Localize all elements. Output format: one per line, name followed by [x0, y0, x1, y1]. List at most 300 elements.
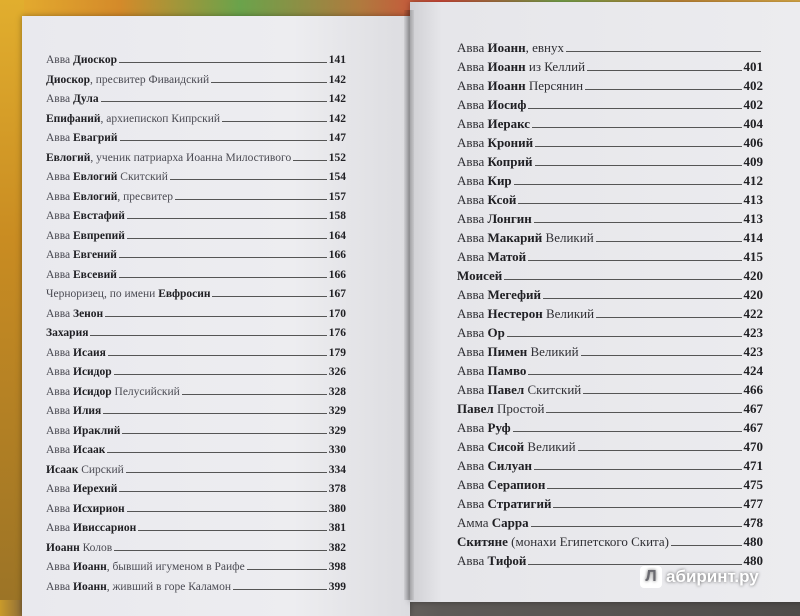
toc-entry-name: Иерехий [73, 483, 118, 495]
toc-entry-prefix: Авва [46, 502, 73, 515]
toc-entry-name: Иоанн [46, 541, 80, 554]
toc-entry-name: Евфросин [158, 288, 211, 300]
toc-entry-suffix: Великий [542, 230, 594, 245]
toc-entry-prefix: Авва [46, 54, 73, 66]
toc-leader-line [671, 545, 742, 546]
toc-page-number: 467 [743, 420, 763, 435]
toc-entry-name: Макарий [487, 230, 543, 245]
toc-entry-name: Евагрий [73, 132, 118, 144]
toc-entry [46, 503, 346, 523]
toc-entry-prefix: Авва [457, 458, 488, 473]
toc-leader-line [534, 222, 742, 223]
toc-entry [46, 581, 346, 601]
toc-leader-line [528, 260, 741, 261]
toc-leader-line [532, 127, 741, 128]
toc-page-number: 401 [743, 59, 763, 74]
toc-entry [46, 93, 346, 113]
toc-entry-prefix: Авва [46, 190, 73, 203]
toc-page-number: 414 [743, 230, 763, 245]
toc-entry [46, 269, 346, 289]
toc-entry [457, 40, 763, 59]
toc-entry [46, 366, 346, 386]
toc-leader-line [585, 89, 741, 90]
toc-entry-suffix: Скитский [524, 382, 582, 397]
toc-entry-title [46, 405, 101, 417]
toc-entry-title [46, 327, 88, 339]
toc-entry-suffix: , бывший игуменом в Раифе [106, 561, 245, 573]
toc-entry-title [46, 210, 125, 222]
toc-entry [46, 542, 346, 562]
toc-page-number: 423 [743, 344, 763, 359]
toc-entry-title [46, 288, 210, 300]
toc-entry [46, 444, 346, 464]
toc-entry-name: Ивиссарион [73, 522, 137, 534]
toc-page-number: 142 [328, 93, 346, 105]
toc-entry-title [46, 132, 118, 144]
toc-entry-name: Диоскор [73, 54, 118, 66]
toc-entry-prefix: Авва [457, 154, 488, 169]
toc-leader-line [233, 589, 327, 590]
labirint-watermark [640, 564, 759, 590]
toc-page-number: 399 [328, 580, 346, 593]
toc-entry-prefix: Авва [46, 229, 73, 242]
toc-entry-title [457, 230, 594, 246]
toc-page-number: 480 [743, 553, 763, 568]
toc-entry-prefix: Авва [46, 366, 73, 378]
toc-entry-name: Пимен [487, 344, 528, 359]
toc-entry-suffix: , пресвитер [117, 190, 174, 203]
toc-page-number: 466 [743, 382, 763, 397]
toc-entry-suffix: Великий [542, 306, 595, 321]
toc-entry-title [457, 420, 511, 436]
toc-entry [457, 192, 763, 211]
toc-page-number: 334 [328, 463, 346, 476]
toc-page-number: 423 [743, 325, 763, 340]
toc-page-number: 157 [328, 190, 346, 203]
toc-leader-line [293, 160, 327, 161]
toc-entry-name: Исаак [46, 463, 79, 476]
toc-entry [46, 288, 346, 308]
toc-entry-name: Евлогий [73, 171, 118, 183]
toc-page-number: 398 [328, 561, 346, 573]
toc-entry-prefix: Авва [457, 230, 488, 245]
toc-entry-name: Исхирион [73, 502, 125, 515]
toc-leader-line [127, 218, 327, 219]
toc-page-number: 326 [328, 366, 346, 378]
toc-entry [457, 382, 763, 401]
toc-page-number: 467 [743, 401, 763, 416]
toc-entry-prefix: Авва [46, 93, 73, 105]
toc-entry-name: Коприй [487, 154, 533, 169]
toc-entry-title [457, 211, 532, 227]
toc-page-number: 415 [743, 249, 763, 264]
toc-entry-title [46, 171, 168, 183]
toc-leader-line [596, 317, 741, 318]
toc-entry-prefix: Авва [457, 97, 488, 112]
toc-entry-prefix: Авва [457, 553, 488, 568]
toc-entry-prefix: Черноризец, по имени [46, 288, 159, 300]
toc-entry-name: Евпрепий [73, 229, 125, 242]
toc-entry-name: Кир [487, 173, 512, 188]
toc-leader-line [514, 184, 742, 185]
toc-page-number: 158 [328, 210, 346, 222]
toc-entry-name: Иоанн [487, 78, 526, 93]
toc-leader-line [507, 336, 742, 337]
toc-entry-title [457, 116, 530, 132]
toc-entry-title [457, 249, 526, 265]
toc-entry-title [46, 74, 209, 86]
toc-entry-title [46, 464, 124, 476]
toc-entry-prefix: Амма [457, 515, 492, 530]
toc-entry [46, 249, 346, 269]
toc-entry [457, 249, 763, 268]
toc-entry-title [457, 59, 585, 75]
toc-page-number: 402 [743, 97, 763, 112]
toc-page-number: 413 [743, 211, 763, 226]
toc-page-number: 478 [743, 515, 763, 530]
toc-entry [457, 420, 763, 439]
toc-entry [457, 268, 763, 287]
toc-entry-prefix: Авва [46, 210, 73, 222]
toc-leader-line [247, 569, 327, 570]
toc-page-number: 402 [743, 78, 763, 93]
watermark-text: абиринт.ру [666, 567, 759, 586]
toc-entry-name: Евлогий [46, 151, 91, 164]
toc-leader-line [553, 507, 741, 508]
toc-entry-suffix: из Келлий [525, 59, 586, 74]
toc-entry-prefix: Авва [46, 483, 73, 495]
toc-entry-suffix: Сирский [78, 463, 124, 476]
toc-page-number: 166 [328, 268, 346, 281]
toc-leader-line [518, 203, 741, 204]
toc-entry-suffix: , живший в горе Каламон [106, 580, 231, 593]
toc-entry-prefix: Авва [457, 116, 488, 131]
toc-entry-suffix: Великий [527, 344, 579, 359]
toc-entry-suffix: , евнух [525, 40, 564, 55]
toc-leader-line [546, 412, 741, 413]
toc-leader-line [596, 241, 742, 242]
toc-entry-prefix: Авва [46, 405, 73, 417]
toc-leader-line [222, 121, 327, 122]
toc-entry-title [457, 382, 581, 398]
toc-entry-prefix: Авва [46, 424, 73, 437]
toc-entry-title [457, 496, 551, 512]
toc-entry-suffix: Великий [524, 439, 576, 454]
toc-leader-line [127, 511, 327, 512]
toc-entry [457, 230, 763, 249]
toc-leader-line [587, 70, 741, 71]
toc-page-number: 179 [328, 346, 346, 359]
toc-entry-prefix: Авва [457, 325, 488, 340]
toc-leader-line [531, 526, 742, 527]
toc-entry-name: Захария [46, 327, 89, 339]
toc-entry-name: Иеракс [487, 116, 531, 131]
toc-entry-title [457, 173, 512, 189]
toc-entry-title [46, 503, 125, 515]
toc-entry-prefix: Авва [46, 268, 73, 281]
toc-leader-line [528, 108, 741, 109]
toc-entry-title [46, 561, 245, 573]
toc-entry-name: Серапион [487, 477, 546, 492]
toc-entry-title [46, 581, 231, 593]
toc-entry [457, 97, 763, 116]
toc-entry-title [457, 363, 526, 379]
toc-page-number: 470 [743, 439, 763, 454]
toc-entry-name: Ксой [487, 192, 517, 207]
toc-leader-line [528, 374, 741, 375]
toc-page-number: 166 [328, 249, 346, 261]
toc-entry-prefix: Авва [457, 40, 488, 55]
toc-leader-line [107, 452, 326, 453]
toc-entry-prefix: Авва [457, 344, 488, 359]
toc-entry-name: Сисой [487, 439, 525, 454]
toc-page-number: 471 [743, 458, 763, 473]
toc-entry-title [46, 191, 173, 203]
toc-entry-title [457, 97, 526, 113]
toc-entry-name: Кроний [487, 135, 534, 150]
toc-leader-line [120, 140, 327, 141]
toc-entry [46, 483, 346, 503]
toc-leader-line [119, 491, 326, 492]
toc-entry [457, 401, 763, 420]
toc-entry-prefix: Авва [457, 287, 488, 302]
toc-entry-title [46, 542, 112, 554]
toc-leader-line [101, 101, 327, 102]
toc-entry-name: Лонгин [487, 211, 532, 226]
toc-entry [46, 522, 346, 542]
toc-entry-title [46, 425, 120, 437]
toc-leader-line [513, 431, 742, 432]
toc-entry-title [457, 192, 516, 208]
toc-entry [457, 173, 763, 192]
toc-leader-line [543, 298, 741, 299]
toc-entry-title [46, 347, 106, 359]
toc-entry-prefix: Авва [46, 522, 73, 534]
toc-entry [46, 308, 346, 328]
toc-entry-name: Исидор [73, 385, 112, 398]
toc-page-number: 329 [328, 424, 346, 437]
toc-entry-name: Иоанн [73, 580, 107, 593]
toc-page-number: 413 [743, 192, 763, 207]
toc-entry-name: Евлогий [73, 190, 118, 203]
toc-entry [46, 132, 346, 152]
toc-entry-name: Дула [73, 93, 99, 105]
toc-entry [457, 78, 763, 97]
toc-entry [457, 287, 763, 306]
left-toc-list [46, 54, 346, 600]
toc-entry [457, 458, 763, 477]
toc-entry [457, 116, 763, 135]
toc-entry-title [46, 522, 136, 534]
book-cover-edge [0, 0, 24, 600]
toc-entry [457, 306, 763, 325]
toc-leader-line [535, 165, 742, 166]
toc-leader-line [114, 374, 327, 375]
toc-entry-name: Иоанн [487, 59, 526, 74]
toc-page-number: 475 [743, 477, 763, 492]
toc-leader-line [211, 82, 327, 83]
toc-leader-line [103, 413, 327, 414]
toc-leader-line [547, 488, 741, 489]
toc-leader-line [114, 550, 327, 551]
toc-entry-prefix: Авва [457, 382, 488, 397]
toc-page-number: 147 [328, 132, 346, 144]
toc-leader-line [175, 199, 327, 200]
toc-page-number: 170 [328, 307, 346, 320]
toc-leader-line [581, 355, 742, 356]
toc-page-number: 404 [743, 116, 763, 131]
toc-entry-name: Исидор [73, 366, 112, 378]
toc-entry-title [46, 54, 117, 66]
toc-entry-name: Зенон [73, 307, 104, 320]
toc-leader-line [138, 530, 326, 531]
toc-page-number: 164 [328, 229, 346, 242]
toc-entry-name: Ор [487, 325, 505, 340]
toc-entry-name: Ираклий [73, 424, 121, 437]
toc-entry-prefix: Авва [457, 135, 488, 150]
toc-entry [46, 210, 346, 230]
toc-entry-name: Нестерон [487, 306, 543, 321]
toc-entry [457, 344, 763, 363]
toc-entry-name: Иоанн [73, 561, 107, 573]
toc-entry-title [457, 401, 544, 417]
toc-entry-prefix: Авва [46, 346, 73, 359]
toc-leader-line [127, 238, 327, 239]
toc-entry [457, 154, 763, 173]
toc-entry-suffix: Простой [493, 401, 545, 416]
toc-page-number: 378 [328, 483, 346, 495]
toc-page-number: 420 [743, 287, 763, 302]
toc-entry-name: Памво [487, 363, 527, 378]
toc-entry-name: Евгений [73, 249, 117, 261]
toc-entry [457, 59, 763, 78]
toc-entry-name: Исаия [73, 346, 106, 359]
toc-entry-suffix: Персянин [525, 78, 584, 93]
toc-entry-title [46, 444, 105, 456]
toc-leader-line [566, 51, 761, 52]
toc-entry-prefix: Авва [46, 249, 73, 261]
toc-entry-name: Сарра [491, 515, 529, 530]
toc-page-number: 330 [328, 444, 346, 456]
toc-page-number: 142 [328, 112, 346, 125]
toc-page-number: 328 [328, 385, 346, 398]
toc-entry-prefix: Авва [46, 561, 73, 573]
toc-entry [457, 363, 763, 382]
toc-entry [457, 515, 763, 534]
toc-entry-prefix: Авва [457, 249, 488, 264]
toc-entry-name: Епифаний [46, 112, 101, 125]
toc-entry-prefix: Авва [457, 211, 488, 226]
toc-entry [46, 561, 346, 581]
toc-entry [457, 534, 763, 553]
toc-entry-title [46, 269, 117, 281]
toc-entry [46, 327, 346, 347]
toc-page-number: 406 [743, 135, 763, 150]
toc-entry [457, 496, 763, 515]
toc-entry-title [457, 515, 529, 531]
toc-entry-name: Евсевий [73, 268, 117, 281]
toc-entry-title [46, 93, 99, 105]
toc-entry [46, 171, 346, 191]
toc-leader-line [105, 316, 327, 317]
toc-entry-name: Илия [73, 405, 102, 417]
toc-entry-title [457, 344, 579, 360]
toc-entry-prefix: Авва [46, 444, 73, 456]
toc-entry-name: Руф [487, 420, 511, 435]
toc-page-number: 409 [743, 154, 763, 169]
toc-entry-title [46, 386, 180, 398]
toc-entry-prefix: Авва [46, 307, 73, 320]
right-toc-list [457, 40, 763, 572]
toc-entry-title [457, 458, 532, 474]
toc-leader-line [504, 279, 741, 280]
labirint-logo-icon: Л [640, 566, 662, 588]
toc-entry-prefix: Авва [46, 580, 73, 593]
toc-entry-suffix: , пресвитер Фиваидский [90, 73, 210, 86]
toc-entry-title [457, 477, 545, 493]
toc-entry-title [457, 78, 583, 94]
toc-page-number: 480 [743, 534, 763, 549]
toc-entry-name: Иосиф [487, 97, 527, 112]
toc-entry-title [457, 40, 564, 56]
toc-entry-name: Иоанн [487, 40, 526, 55]
toc-leader-line [578, 450, 742, 451]
toc-entry [46, 152, 346, 172]
toc-entry [46, 464, 346, 484]
toc-entry [46, 54, 346, 74]
toc-entry-suffix: , архиепископ Кипрский [100, 112, 221, 125]
toc-page-number: 329 [328, 405, 346, 417]
toc-entry-prefix: Авва [457, 59, 488, 74]
toc-entry-prefix: Авва [457, 78, 488, 93]
toc-leader-line [535, 146, 741, 147]
toc-entry [46, 386, 346, 406]
toc-entry-prefix: Авва [457, 306, 488, 321]
toc-entry-prefix: Авва [457, 496, 488, 511]
toc-entry-name: Стратигий [487, 496, 552, 511]
toc-entry-name: Силуан [487, 458, 533, 473]
toc-page-number: 152 [328, 151, 346, 164]
toc-entry-name: Мегефий [487, 287, 542, 302]
toc-entry-title [457, 325, 505, 341]
toc-entry [46, 347, 346, 367]
toc-leader-line [119, 257, 327, 258]
toc-entry-prefix: Авва [457, 420, 488, 435]
toc-leader-line [534, 469, 741, 470]
toc-entry-suffix: , ученик патриарха Иоанна Милостивого [90, 151, 292, 164]
toc-entry-title [457, 135, 533, 151]
toc-leader-line [170, 179, 327, 180]
book-gutter [404, 10, 414, 600]
toc-page-number: 380 [328, 502, 346, 515]
toc-entry-name: Павел [487, 382, 525, 397]
toc-leader-line [90, 335, 326, 336]
toc-entry-title [457, 154, 533, 170]
toc-entry [46, 191, 346, 211]
toc-entry-prefix: Авва [46, 132, 73, 144]
toc-page-number: 382 [328, 541, 346, 554]
toc-entry-title [46, 113, 220, 125]
toc-entry-title [457, 268, 502, 284]
toc-entry-title [457, 306, 594, 322]
toc-entry-name: Исаак [73, 444, 106, 456]
toc-page-number: 412 [743, 173, 763, 188]
toc-entry-name: Диоскор [46, 73, 91, 86]
toc-page-number: 424 [743, 363, 763, 378]
toc-page-number: 142 [328, 73, 346, 86]
toc-entry-name: Скитяне [457, 534, 508, 549]
toc-page-number: 381 [328, 522, 346, 534]
